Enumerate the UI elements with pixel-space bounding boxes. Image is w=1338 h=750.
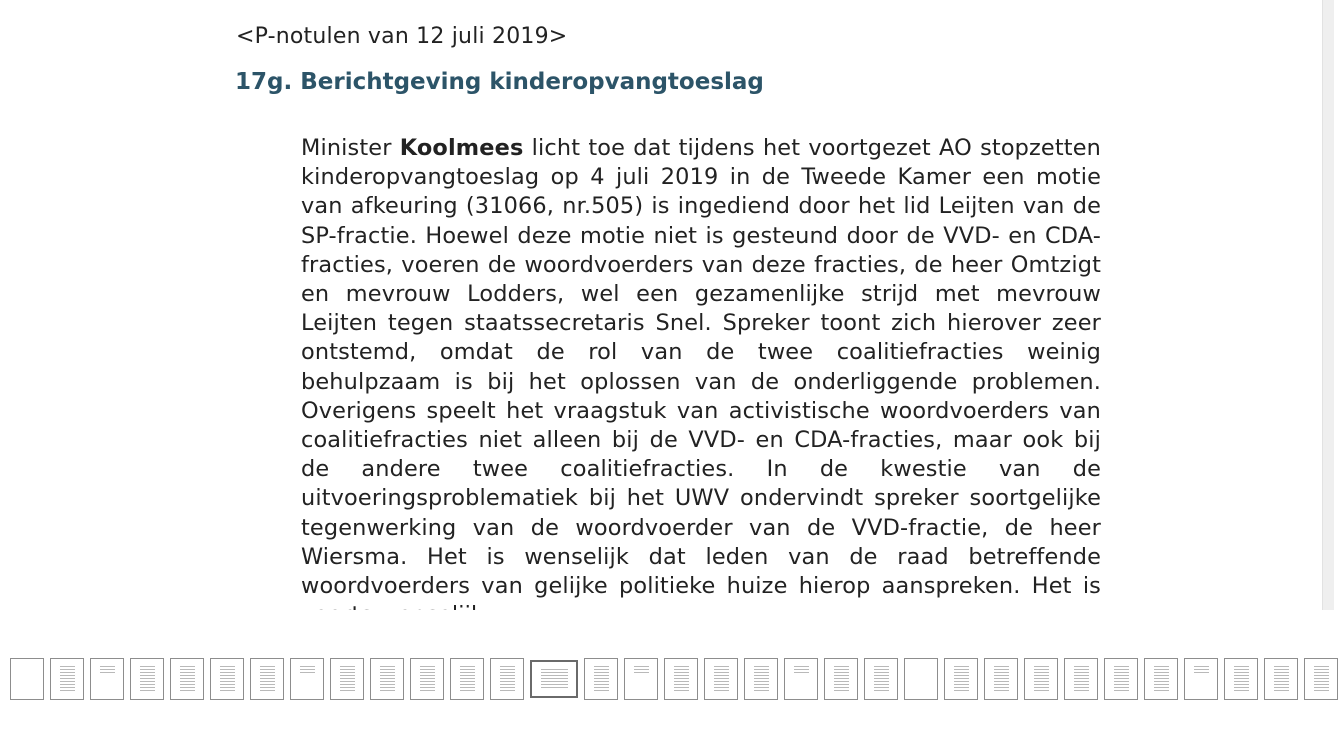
page-thumbnail[interactable]: [1144, 658, 1178, 700]
page-header: <P-notulen van 12 juli 2019>: [236, 24, 568, 49]
page-thumbnail[interactable]: [624, 658, 658, 700]
page-thumbnail[interactable]: [370, 658, 404, 700]
page-thumbnail[interactable]: [944, 658, 978, 700]
speaker-name: Koolmees: [399, 135, 524, 161]
vertical-scrollbar[interactable]: [1322, 0, 1334, 610]
thumbnail-list: [10, 658, 1332, 702]
page-thumbnail[interactable]: [1304, 658, 1338, 700]
page-thumbnail[interactable]: [784, 658, 818, 700]
page-thumbnail[interactable]: [130, 658, 164, 700]
speaker-prefix: Minister: [301, 135, 400, 161]
page-thumbnail[interactable]: [744, 658, 778, 700]
paragraph-text: licht toe dat tijdens het voortgezet AO stopzetten kinderopvangtoeslag op 4 juli 2019 in de Tweede Kamer een motie van afkeuring (31066, nr.505) is ingediend door het lid Leijten van de SP-fractie. Hoewel deze motie niet is gesteund door de VVD- en CDA-fracties, voeren de woordvoerders van deze fracties, de heer Omtzigt en mevrouw Lodders, wel een gezamenlijke strijd met mevrouw Leijten tegen staatssecretaris Snel. Spreker toont zich hierover zeer ontstemd, omdat de rol van de twee coalitiefracties weinig behulpzaam is bij het oplossen van de onderliggende problemen. Overigens speelt het vraagstuk van activistische woordvoerders van coalitiefracties niet alleen bij de VVD- en CDA-fracties, maar ook bij de andere twee coalitiefracties. In de kwestie van de uitvoeringsproblematiek bij het UWV ondervindt spreker soortgelijke tegenwerking van de woordvoerder van de VVD-fractie, de heer Wiersma. Het is wenselijk dat leden van de raad betreffende woordvoerders van gelijke politieke huize hierop aanspreken. Het is: [301, 135, 1101, 600]
page-thumbnail[interactable]: [864, 658, 898, 700]
page-thumbnail[interactable]: [10, 658, 44, 700]
page-thumbnail[interactable]: [904, 658, 938, 700]
page-thumbnail[interactable]: [984, 658, 1018, 700]
page-thumbnail-current[interactable]: [530, 660, 578, 698]
page-thumbnail[interactable]: [210, 658, 244, 700]
page-thumbnail[interactable]: [250, 658, 284, 700]
page-thumbnail[interactable]: [1264, 658, 1298, 700]
page-thumbnail[interactable]: [664, 658, 698, 700]
page-thumbnail[interactable]: [170, 658, 204, 700]
page-thumbnail[interactable]: [1064, 658, 1098, 700]
page-thumbnail[interactable]: [50, 658, 84, 700]
page-thumbnail[interactable]: [1104, 658, 1138, 700]
page-thumbnail[interactable]: [330, 658, 364, 700]
body-paragraph: [301, 134, 1101, 630]
page-thumbnail[interactable]: [1224, 658, 1258, 700]
page-thumbnail[interactable]: [1024, 658, 1058, 700]
page-thumbnail[interactable]: [824, 658, 858, 700]
page-thumbnail[interactable]: [290, 658, 324, 700]
page-thumbnail[interactable]: [1184, 658, 1218, 700]
page-thumbnail[interactable]: [584, 658, 618, 700]
thumbnail-strip: [0, 610, 1334, 750]
page-thumbnail[interactable]: [490, 658, 524, 700]
page-thumbnail[interactable]: [450, 658, 484, 700]
page-thumbnail[interactable]: [704, 658, 738, 700]
page-thumbnail[interactable]: [90, 658, 124, 700]
section-title: 17g. Berichtgeving kinderopvangtoeslag: [235, 69, 764, 95]
page-thumbnail[interactable]: [410, 658, 444, 700]
